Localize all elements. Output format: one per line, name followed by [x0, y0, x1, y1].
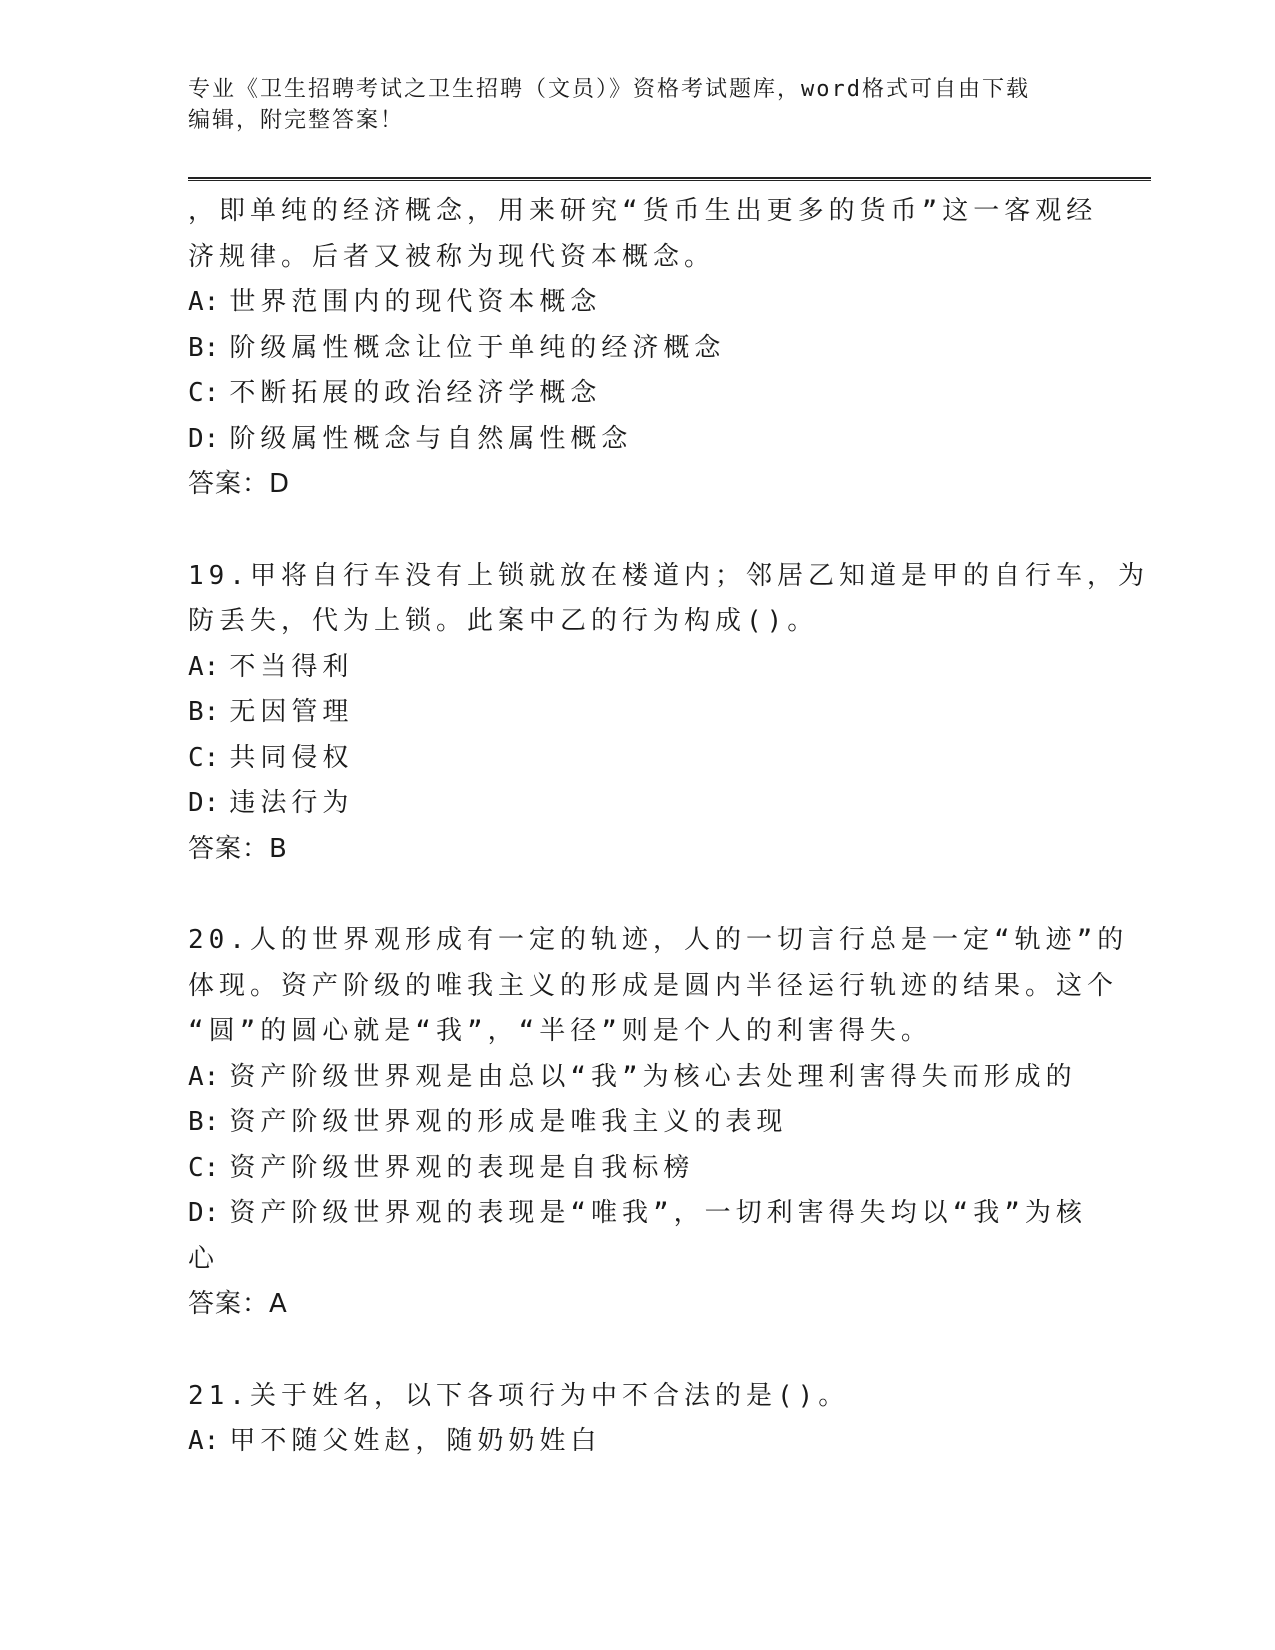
question-stem-line: 济规律。后者又被称为现代资本概念。: [188, 241, 716, 272]
header-line-1: 专业《卫生招聘考试之卫生招聘（文员）》资格考试题库，word格式可自由下载: [188, 77, 1030, 102]
option-c: C: 共同侵权: [188, 742, 354, 773]
answer-label: 答案：B: [188, 833, 288, 864]
question-list: [188, 189, 1149, 1465]
answer-label: 答案：A: [188, 1289, 288, 1319]
question-stem-line: 20.人的世界观形成有一定的轨迹，人的一切言行总是一定“轨迹”的: [188, 925, 1129, 955]
header-divider: [188, 177, 1151, 181]
option-c: C: 不断拓展的政治经济学概念: [188, 378, 602, 408]
option-d: D: 违法行为: [188, 788, 354, 818]
question-21: [188, 1374, 1088, 1465]
option-b: B: 阶级属性概念让位于单纯的经济概念: [188, 332, 726, 363]
option-a: A: 不当得利: [188, 651, 354, 682]
question-stem-line: ，即单纯的经济概念，用来研究“货币生出更多的货币”这一客观经: [188, 196, 1098, 226]
option-a: A: 世界范围内的现代资本概念: [188, 287, 602, 317]
option-d: D: 阶级属性概念与自然属性概念: [188, 423, 633, 454]
answer-label: 答案：D: [188, 469, 291, 499]
spacer: [188, 508, 1088, 554]
question-18: [188, 189, 1098, 508]
question-stem-line: 21.关于姓名，以下各项行为中不合法的是()。: [188, 1380, 850, 1411]
question-stem-line: 体现。资产阶级的唯我主义的形成是圆内半径运行轨迹的结果。这个: [188, 970, 1119, 1001]
question-stem-line: 防丢失，代为上锁。此案中乙的行为构成()。: [188, 606, 819, 636]
option-b: B: 无因管理: [188, 697, 354, 727]
option-d: D: 资产阶级世界观的表现是“唯我”，一切利害得失均以“我”为核: [188, 1198, 1087, 1228]
spacer: [188, 872, 1088, 918]
option-a: A: 资产阶级世界观是由总以“我”为核心去处理利害得失而形成的: [188, 1061, 1077, 1092]
spacer: [188, 1328, 1088, 1374]
question-19: [188, 554, 1149, 873]
option-b: B: 资产阶级世界观的形成是唯我主义的表现: [188, 1107, 788, 1137]
question-stem-line: “圆”的圆心就是“我”，“半径”则是个人的利害得失。: [188, 1016, 932, 1046]
question-20: [188, 918, 1129, 1328]
option-d-continuation: 心: [188, 1243, 220, 1274]
option-c: C: 资产阶级世界观的表现是自我标榜: [188, 1152, 695, 1183]
document-header: [188, 74, 1088, 136]
header-line-2: 编辑，附完整答案！: [188, 108, 405, 133]
question-stem-line: 19.甲将自行车没有上锁就放在楼道内；邻居乙知道是甲的自行车，为: [188, 560, 1149, 591]
option-a: A: 甲不随父姓赵，随奶奶姓白: [188, 1426, 602, 1456]
